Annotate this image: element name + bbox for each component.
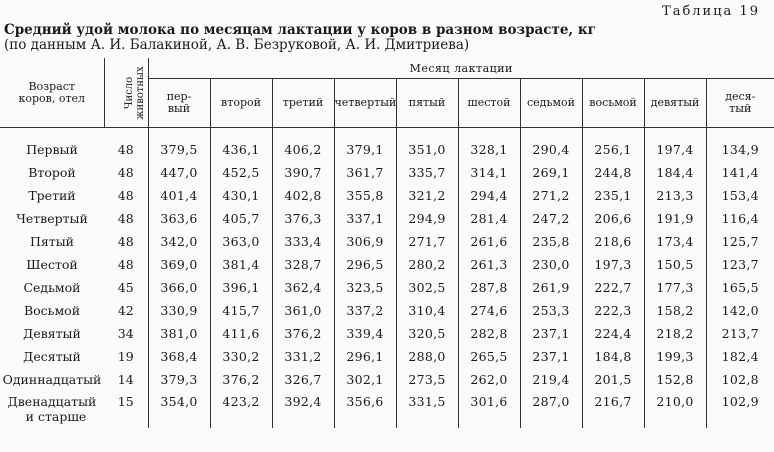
yield-cell: 182,4 — [706, 345, 774, 368]
table-title: Средний удой молока по месяцам лактации у коров в разном возрасте, кг — [4, 22, 596, 38]
month-header-8 — [582, 79, 644, 128]
yield-cell: 326,7 — [272, 368, 334, 391]
yield-cell: 447,0 — [160, 165, 198, 180]
yield-cell: 411,6 — [210, 322, 272, 345]
yield-cell: 321,2 — [396, 184, 458, 207]
yield-cell: 153,4 — [706, 184, 774, 207]
yield-cell: 330,2 — [210, 345, 272, 368]
month-header-6 — [458, 79, 520, 128]
count-cell: 34 — [104, 322, 148, 345]
count-cell: 42 — [104, 299, 148, 322]
yield-cell: 141,4 — [706, 161, 774, 184]
month-header-1 — [148, 79, 210, 128]
yield-cell: 230,0 — [520, 253, 582, 276]
yield-cell: 184,8 — [582, 345, 644, 368]
yield-cell: 271,7 — [396, 230, 458, 253]
table-subtitle: (по данным А. И. Балакиной, А. В. Безруковой, А. И. Дмитриева) — [4, 37, 470, 53]
table-body — [0, 128, 774, 429]
yield-cell: 134,9 — [706, 128, 774, 162]
yield-cell: 392,4 — [272, 391, 334, 428]
month-header-line1: восьмой — [589, 96, 637, 109]
month-header-line2: вый — [167, 102, 191, 115]
yield-cell: 376,3 — [272, 207, 334, 230]
yield-cell: 337,1 — [334, 207, 396, 230]
yield-cell: 237,1 — [520, 345, 582, 368]
age-label: Восьмой — [23, 303, 81, 318]
yield-cell: 191,9 — [644, 207, 706, 230]
yield-cell: 197,4 — [644, 128, 706, 162]
count-cell: 19 — [104, 345, 148, 368]
yield-cell: 218,6 — [582, 230, 644, 253]
month-header-line1: пер- — [166, 90, 192, 103]
month-header-line2: тый — [729, 102, 752, 115]
month-header-2 — [210, 79, 272, 128]
yield-cell: 405,7 — [210, 207, 272, 230]
yield-cell: 396,1 — [210, 276, 272, 299]
age-label: Двенадцатый — [7, 394, 97, 409]
yield-cell: 210,0 — [644, 391, 706, 428]
age-label: Десятый — [23, 349, 81, 364]
month-header-3 — [272, 79, 334, 128]
yield-cell: 102,8 — [706, 368, 774, 391]
yield-cell: 401,4 — [160, 188, 198, 203]
yield-cell: 406,2 — [272, 128, 334, 162]
count-cell: 48 — [104, 161, 148, 184]
age-cell — [0, 253, 104, 276]
table-row — [0, 230, 774, 253]
count-header-line2: животных — [134, 65, 146, 120]
table-row — [0, 161, 774, 184]
age-label: Пятый — [30, 234, 74, 249]
yield-cell: 287,0 — [520, 391, 582, 428]
age-label-line2: и старше — [25, 409, 87, 424]
yield-cell: 331,2 — [272, 345, 334, 368]
yield-cell: 287,8 — [458, 276, 520, 299]
age-label: Первый — [26, 142, 78, 157]
age-header-line1: Возраст — [28, 79, 76, 93]
yield-cell: 271,2 — [520, 184, 582, 207]
yield-cell: 302,1 — [334, 368, 396, 391]
yield-cell: 301,6 — [458, 391, 520, 428]
age-cell — [0, 322, 104, 345]
yield-cell: 306,9 — [334, 230, 396, 253]
yield-cell: 262,0 — [458, 368, 520, 391]
yield-cell: 355,8 — [334, 184, 396, 207]
yield-cell: 290,4 — [520, 128, 582, 162]
age-cell — [0, 184, 104, 207]
count-cell: 48 — [104, 128, 148, 162]
table-row — [0, 128, 774, 162]
table-number: Таблица 19 — [662, 4, 760, 19]
yield-cell: 402,8 — [272, 184, 334, 207]
age-label: Второй — [28, 165, 76, 180]
yield-cell: 247,2 — [520, 207, 582, 230]
table-row — [0, 207, 774, 230]
age-cell — [0, 207, 104, 230]
yield-cell: 177,3 — [644, 276, 706, 299]
yield-cell: 366,0 — [160, 280, 198, 295]
yield-cell: 152,8 — [644, 368, 706, 391]
yield-cell: 222,3 — [582, 299, 644, 322]
yield-cell: 294,9 — [396, 207, 458, 230]
month-header-line1: седьмой — [527, 96, 575, 109]
yield-cell: 261,9 — [520, 276, 582, 299]
yield-cell: 351,0 — [396, 128, 458, 162]
yield-cell: 423,2 — [210, 391, 272, 428]
yield-cell: 430,1 — [210, 184, 272, 207]
yield-cell: 123,7 — [706, 253, 774, 276]
yield-cell: 235,8 — [520, 230, 582, 253]
age-cell — [0, 391, 104, 428]
count-cell: 15 — [104, 391, 148, 428]
yield-cell: 102,9 — [706, 391, 774, 428]
table-row — [0, 276, 774, 299]
yield-cell: 331,5 — [396, 391, 458, 428]
age-cell — [0, 299, 104, 322]
yield-cell: 261,3 — [458, 253, 520, 276]
month-header-line1: третий — [282, 96, 324, 109]
age-cell — [0, 161, 104, 184]
yield-cell: 184,4 — [644, 161, 706, 184]
month-header-7 — [520, 79, 582, 128]
count-cell: 48 — [104, 253, 148, 276]
months-group-header: Месяц лактации — [148, 58, 774, 79]
yield-cell: 296,5 — [334, 253, 396, 276]
table-row — [0, 391, 774, 428]
yield-cell: 224,4 — [582, 322, 644, 345]
yield-cell: 222,7 — [582, 276, 644, 299]
yield-cell: 361,7 — [334, 161, 396, 184]
yield-cell: 330,9 — [160, 303, 198, 318]
yield-cell: 201,5 — [582, 368, 644, 391]
month-header-9 — [644, 79, 706, 128]
yield-cell: 274,6 — [458, 299, 520, 322]
month-header-line1: деся- — [725, 90, 756, 103]
month-header-line1: шестой — [467, 96, 511, 109]
yield-cell: 354,0 — [160, 394, 198, 409]
table-row — [0, 253, 774, 276]
table-row — [0, 322, 774, 345]
yield-cell: 452,5 — [210, 161, 272, 184]
age-cell — [0, 230, 104, 253]
yield-cell: 237,1 — [520, 322, 582, 345]
age-label: Четвертый — [16, 211, 88, 226]
month-header-5 — [396, 79, 458, 128]
yield-cell: 165,5 — [706, 276, 774, 299]
age-cell — [0, 368, 104, 391]
yield-cell: 361,0 — [272, 299, 334, 322]
table-row — [0, 299, 774, 322]
age-cell — [0, 276, 104, 299]
age-label: Одиннадцатый — [2, 372, 102, 387]
yield-cell: 363,6 — [160, 211, 198, 226]
yield-cell: 282,8 — [458, 322, 520, 345]
yield-cell: 142,0 — [706, 299, 774, 322]
age-column-header — [0, 58, 104, 128]
count-cell: 48 — [104, 230, 148, 253]
yield-cell: 379,3 — [160, 372, 198, 387]
yield-cell: 296,1 — [334, 345, 396, 368]
yield-cell: 339,4 — [334, 322, 396, 345]
yield-cell: 381,0 — [160, 326, 198, 341]
yield-cell: 381,4 — [210, 253, 272, 276]
month-header-10 — [706, 79, 774, 128]
yield-cell: 314,1 — [458, 161, 520, 184]
yield-cell: 436,1 — [210, 128, 272, 162]
yield-cell: 376,2 — [210, 368, 272, 391]
age-label: Девятый — [23, 326, 81, 341]
table-row — [0, 345, 774, 368]
yield-cell: 376,2 — [272, 322, 334, 345]
yield-cell: 390,7 — [272, 161, 334, 184]
age-label: Третий — [28, 188, 76, 203]
count-cell: 48 — [104, 184, 148, 207]
month-header-4 — [334, 79, 396, 128]
yield-cell: 173,4 — [644, 230, 706, 253]
yield-cell: 197,3 — [582, 253, 644, 276]
yield-cell: 281,4 — [458, 207, 520, 230]
yield-cell: 199,3 — [644, 345, 706, 368]
yield-cell: 213,7 — [706, 322, 774, 345]
age-label: Седьмой — [23, 280, 81, 295]
yield-cell: 356,6 — [334, 391, 396, 428]
yield-cell: 219,4 — [520, 368, 582, 391]
yield-cell: 256,1 — [582, 128, 644, 162]
age-cell — [0, 345, 104, 368]
count-header-line1: Число — [123, 76, 135, 109]
month-header-line1: пятый — [408, 96, 446, 109]
table-row — [0, 184, 774, 207]
yield-cell: 379,1 — [334, 128, 396, 162]
yield-cell: 415,7 — [210, 299, 272, 322]
yield-cell: 235,1 — [582, 184, 644, 207]
yield-cell: 320,5 — [396, 322, 458, 345]
yield-cell: 280,2 — [396, 253, 458, 276]
age-cell — [0, 128, 104, 162]
yield-cell: 335,7 — [396, 161, 458, 184]
month-header-line1: девятый — [650, 96, 700, 109]
yield-cell: 216,7 — [582, 391, 644, 428]
table-row — [0, 368, 774, 391]
yield-cell: 206,6 — [582, 207, 644, 230]
yield-cell: 213,3 — [644, 184, 706, 207]
yield-cell: 150,5 — [644, 253, 706, 276]
yield-cell: 269,1 — [520, 161, 582, 184]
yield-cell: 273,5 — [396, 368, 458, 391]
yield-cell: 363,0 — [210, 230, 272, 253]
yield-cell: 337,2 — [334, 299, 396, 322]
yield-cell: 368,4 — [160, 349, 198, 364]
age-label: Шестой — [26, 257, 78, 272]
yield-cell: 333,4 — [272, 230, 334, 253]
yield-cell: 328,1 — [458, 128, 520, 162]
milk-yield-table — [0, 58, 774, 428]
count-cell: 48 — [104, 207, 148, 230]
yield-cell: 158,2 — [644, 299, 706, 322]
yield-cell: 288,0 — [396, 345, 458, 368]
yield-cell: 379,5 — [160, 142, 198, 157]
yield-cell: 369,0 — [160, 257, 198, 272]
yield-cell: 261,6 — [458, 230, 520, 253]
month-header-line1: второй — [221, 96, 261, 109]
yield-cell: 125,7 — [706, 230, 774, 253]
yield-cell: 302,5 — [396, 276, 458, 299]
yield-cell: 116,4 — [706, 207, 774, 230]
yield-cell: 362,4 — [272, 276, 334, 299]
yield-cell: 294,4 — [458, 184, 520, 207]
yield-cell: 253,3 — [520, 299, 582, 322]
yield-cell: 323,5 — [334, 276, 396, 299]
age-header-line2: коров, отел — [18, 91, 86, 105]
yield-cell: 218,2 — [644, 322, 706, 345]
yield-cell: 328,7 — [272, 253, 334, 276]
yield-cell: 244,8 — [582, 161, 644, 184]
yield-cell: 342,0 — [160, 234, 198, 249]
yield-cell: 310,4 — [396, 299, 458, 322]
yield-cell: 265,5 — [458, 345, 520, 368]
count-cell: 45 — [104, 276, 148, 299]
count-cell: 14 — [104, 368, 148, 391]
month-header-line1: четвертый — [334, 96, 397, 109]
count-column-header — [104, 58, 148, 128]
